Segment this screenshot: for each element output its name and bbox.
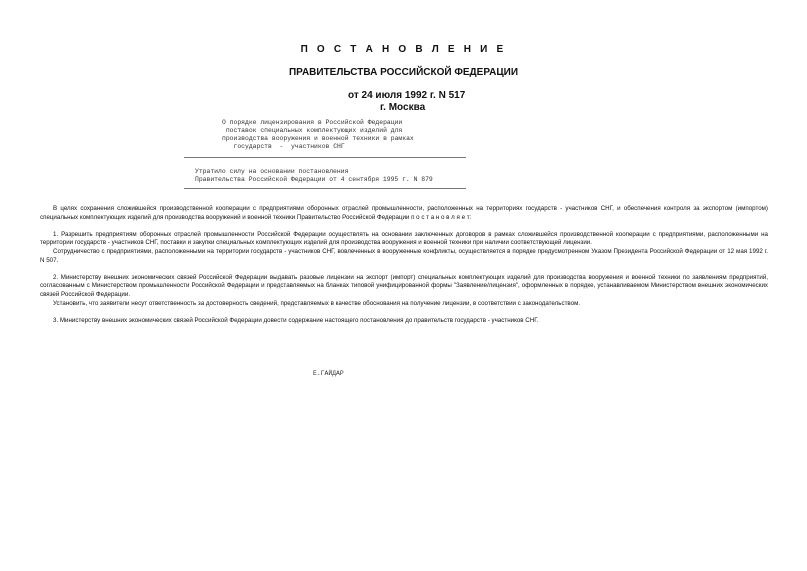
signature: Е.ГАЙДАР	[313, 370, 344, 377]
document-city: г. Москва	[380, 102, 426, 113]
body-paragraph-2: 2. Министерству внешних экономических связей Российской Федерации выдавать разовые лицензии на экспорт (импорт) специальных комплектующих изделий для производства вооружения и военной техники по заявлениям предприятий, согласованным с Министерством промышленности Российской Федерации и представляемых на бланках типовой унифицированной формы "Заявление/лицензия", оформленных в порядке, устанавливаемом Министерством внешних экономических связей Российской Федерации.	[40, 273, 768, 298]
body-paragraph-3: 3. Министерству внешних экономических связей Российской Федерации довести содержание настоящего постановления до правительств государств - участников СНГ.	[53, 316, 539, 324]
body-paragraph-1: 1. Разрешить предприятиям оборонных отраслей промышленности Российской Федерации осуществлять на основании заключенных договоров в рамках сложившейся производственной кооперации с предприятиями, расположенными на территории государств - участников СНГ, поставки и закупки специальных комплектующих изделий для производства вооружения и военной техники при наличии соответствующей лицензии.	[40, 230, 768, 247]
body-intro: В целях сохранения сложившейся производственной кооперации с предприятиями оборонных отраслей промышленности, расположенных на территориях государств - участников СНГ, и обеспечения контроля за экспортом (импортом) специальных комплектующих изделий для производства вооружений и военной техники Правительство Российской Федерации п о с т а н о в л я е т:	[40, 205, 768, 221]
divider-top	[184, 157, 466, 158]
body-paragraph-1-continued: Сотрудничество с предприятиями, расположенными на территории государств - участников СНГ, вовлеченных в вооруженные конфликты, осуществляется в порядке предусмотренном Указом Президента Российской Федерации от 12 мая 1992 г. N 507.	[40, 247, 768, 264]
document-body	[40, 205, 768, 325]
document-date: от 24 июля 1992 г. N 517	[348, 90, 466, 101]
body-paragraph-2-continued: Установить, что заявители несут ответственность за достоверность сведений, представляемых в качестве обоснования на получение лицензии, в соответствии с законодательством.	[53, 299, 581, 307]
divider-bottom	[184, 188, 466, 189]
document-subject: О порядке лицензирования в Российской Федерации поставок специальных комплектующих изделий для производства вооружения и военной техники в рамках государств - участников СНГ	[222, 119, 414, 150]
issuing-authority: ПРАВИТЕЛЬСТВА РОССИЙСКОЙ ФЕДЕРАЦИИ	[288, 67, 519, 78]
annulment-note: Утратило силу на основании постановления Правительства Российской Федерации от 4 сентября 1995 г. N 879	[195, 168, 433, 183]
document-type-title: П О С Т А Н О В Л Е Н И Е	[300, 44, 507, 55]
